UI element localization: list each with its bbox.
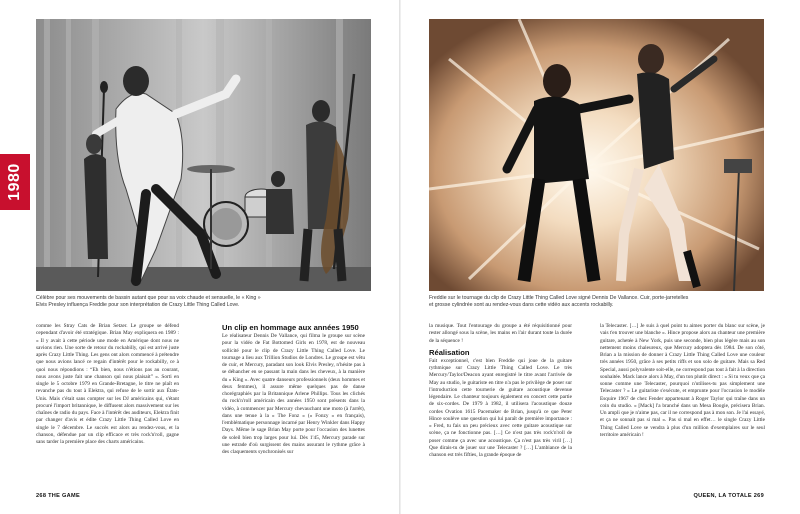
year-tab [0,154,30,210]
body-paragraph: Le réalisateur Dennis De Vallance, qui filma le groupe sur scène pour la vidéo de Fat Bottomed Girls en 1978, est de nouveau sollicité pour le clip de Crazy Little Thing Called Love. Le tournage a lieu aux Trillion Studios de Londres. Le groupe est vêtu de cuir, et Mercury, paradant son look Elvis Presley, n'hésite pas à se déhancher en se passant la main dans les cheveux, à la manière du « King ». Avec quatre danseurs professionnels (deux hommes et deux femmes), il assure même quelques pas de danse chorégraphiés par la Britannique Arlene Phillips. Tous les clichés du rock'n'roll américain des années 1950 sont présents dans la vidéo, à commencer par Mercury chevauchant une moto (à l'arrêt), dans une tenue à la « The Fonz » (« Fonzy » en français), l'emblématique personnage incarné par Henry Winkler dans Happy Days. Même le sage Brian May porte pour l'occasion des lunettes de soleil bien trop larges pour lui. Dès 1'45, Mercury parade sur une estrade d'où surgissent des mains assurant le rythme grâce à des claquements synchronisés sur [222,333,365,455]
elvis-photo-caption: Célèbre pour ses mouvements de bassin autant que pour sa voix chaude et sensuelle, le « King » Elvis Presley influença Freddie pour son interprétation de Crazy Little Thing Called Love. [36,295,261,308]
elvis-photo [36,19,371,291]
body-paragraph: la musique. Tout l'entourage du groupe a été réquisitionné pour rester allongé sous la scène, les mains en l'air durant toute la durée de la séquence ! [429,323,572,344]
freddie-photo-caption: Freddie sur le tournage du clip de Crazy Little Thing Called Love signé Dennis De Vallance. Cuir, porte-jarretelles et grosse cylindrée sont au rendez-vous dans cette vidéo aux accents rockabilly. [429,295,689,308]
folio-right: QUEEN, LA TOTALE 269 [693,493,764,499]
text-column-1 [36,323,179,446]
section-heading-clip: Un clip en hommage aux années 1950 [222,323,359,332]
folio-left: 268 THE GAME [36,493,81,499]
freddie-photo [429,19,764,291]
body-paragraph: la Telecaster. […] Je suis à quel point tu aimes porter du blanc sur scène, je vais t'en trouver une blanche ». Hince propose alors au chanteur une première guitare, achetée à New York, puis une seconde, bien plus légère mais au son nettement moins chaleureux, que Mercury adoptera dès 1984. De son côté, Brian a la mission de donner à Crazy Little Thing Called Love une couleur très années 1950, grâce à ses petits riffs et son solo de guitare. Mais sa Red Special, aussi polyvalente soit-elle, ne correspond pas tout à fait à la direction souhaitée. Mack lance alors à May, d'un ton plutôt direct : « Si tu veux que ça sonne comme une Telecaster, pourquoi n'utilises-tu pas simplement une Telecaster ? » Le guitariste s'exécute, et emprunte pour l'occasion le modèle Esquire 1967 de chez Fender appartenant à Roger Taylor qui traîne dans un coin du studio. « [Mack] l'a branché dans un Mesa Boogie, précisera Brian. Un ampli que je n'aime pas, car il ne correspond pas à mon son. Je l'ai essayé, et ça ne sonnait pas si mal ». Pas si mal en effet… le single Crazy Little Thing Called Love se vendra à plus d'un million d'exemplaires sur le seul territoire américain ! [600,323,765,438]
body-paragraph: Fait exceptionnel, c'est bien Freddie qui joue de la guitare rythmique sur Crazy Little Thing Called Love. Le très Mercury/Taylor/Deacon ayant enregistré le titre avant l'arrivée de May au studio, le guitariste en titre n'a pas le privilège de poser sur l'introduction cette tournerie de guitare acoustique devenue légendaire. Le chanteur toujours également en concert cette partie de six-cordes. De 1979 à 1982, il utilisera l'acoustique douze cordes Ovation 1615 Pacemaker de Brian, jusqu'à ce que Peter Hince soulève une question qui lui paraît de première importance : « Fred, tu fais un peu précieux avec cette guitare acoustique sur scène, ça ne fonctionne pas. […] Ce n'est pas très rock'n'roll de poser comme ça avec une acoustique. Ça n'est pas très viril […] Que dirais-tu de jouer sur une Telecaster ? […] L'ambiance de la chanson est très fifties, la grande époque de [429,357,572,458]
text-column-3 [429,323,572,459]
year-label: 1980 [6,163,23,201]
book-spine [399,0,401,514]
section-heading-realisation: Réalisation [429,347,470,357]
text-column-2 [222,323,365,456]
body-paragraph: comme les Stray Cats de Brian Setzer. Le groupe se défend cependant d'avoir été stratégique. Brian May expliquera en 1989 : « Il y avait à cette période une mode en Amérique dont nous ne savions rien. Une sorte de retour du rockabilly, qui est arrivé juste après Crazy Little Thing. Les gens ont alors commencé à prétendre que nous avions lancé ce regain d'intérêt pour le rockabilly, ce à quoi nous répondions : “Eh bien, nous n'étions pas au courant, nous avons juste fait une chanson qui nous plaisait” ». Sorti en single le 5 octobre 1979 en Grande-Bretagne, le titre ne plaît en revanche pas du tout à Elektra, qui refuse de le sortir aux États-Unis. Mais c'était sans compter sur les DJ américains qui, s'étant procuré l'import britannique, le diffusent alors massivement sur les chaînes de radio du pays. Face à l'intérêt des auditeurs, Elektra finit par changer d'avis et édite Crazy Little Thing Called Love en single le 7 décembre. Le succès est alors au rendez-vous, et la chanson, défendue par un clip efficace et très rock'n'roll, gagne sans tarder la première place des charts américains. [36,323,179,445]
text-column-4 [600,323,765,439]
